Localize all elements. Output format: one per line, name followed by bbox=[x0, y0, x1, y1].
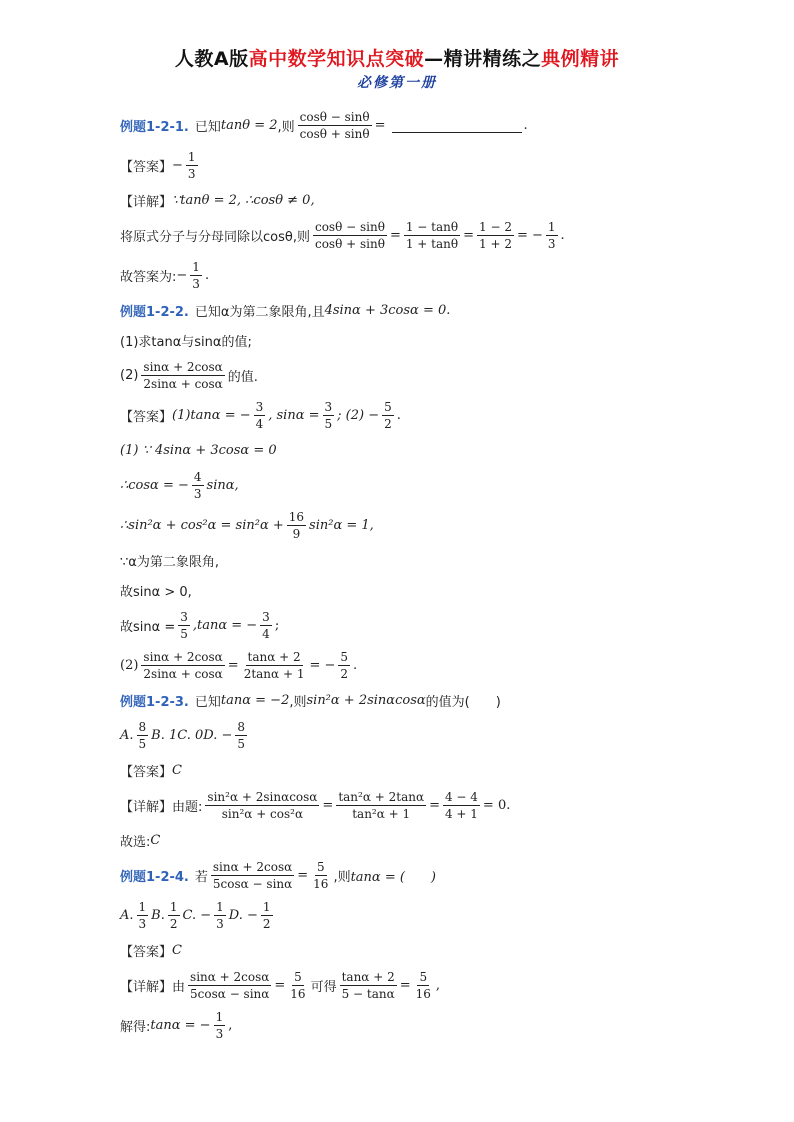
example-3-select bbox=[120, 825, 722, 855]
numerator: 1 bbox=[215, 1009, 224, 1024]
numerator: sin²α + 2sinαcosα bbox=[207, 789, 318, 804]
numerator: 3 bbox=[255, 399, 264, 414]
text: 故选: bbox=[120, 834, 151, 850]
answer-value: C bbox=[150, 832, 161, 848]
example-label: 例题1-2-4. bbox=[120, 869, 189, 885]
numerator: 1 − 2 bbox=[479, 219, 512, 234]
text: 故答案为: bbox=[120, 269, 177, 285]
numerator: 5 bbox=[316, 859, 325, 874]
numerator: 1 bbox=[547, 219, 556, 234]
fraction bbox=[414, 971, 433, 1000]
numerator: 16 bbox=[288, 509, 305, 524]
math: , bbox=[228, 1017, 233, 1033]
math: sin²α + 2sinαcosα bbox=[306, 692, 426, 708]
math: sin²α = 1, bbox=[309, 517, 374, 533]
answer-label: 【答案】 bbox=[120, 944, 173, 960]
numerator: sinα + 2cosα bbox=[212, 859, 293, 874]
math: ,tanα = − bbox=[192, 617, 258, 633]
fraction bbox=[382, 401, 394, 430]
period: . bbox=[523, 117, 528, 133]
header-title bbox=[72, 46, 722, 72]
math: = bbox=[322, 797, 334, 813]
denominator: 2 bbox=[384, 416, 392, 431]
example-2-step-7 bbox=[120, 645, 722, 685]
example-3-stem bbox=[120, 685, 722, 715]
example-2-q1 bbox=[120, 325, 722, 355]
detail-label: 【详解】 bbox=[120, 194, 173, 210]
fraction bbox=[137, 721, 149, 750]
denominator: 3 bbox=[215, 1026, 224, 1041]
text: 已知α为第二象限角,且 bbox=[194, 304, 325, 320]
example-label: 例题1-2-3. bbox=[120, 694, 189, 710]
example-3-options bbox=[120, 715, 722, 755]
example-1-answer bbox=[120, 145, 722, 185]
fraction bbox=[254, 401, 266, 430]
example-label: 例题1-2-2. bbox=[120, 304, 189, 320]
text: 故sinα = bbox=[120, 619, 176, 635]
math: = bbox=[429, 797, 440, 813]
math: (1) ∵ 4sinα + 3cosα = 0 bbox=[120, 442, 277, 458]
math: tanα = −2 bbox=[220, 692, 290, 708]
math: = bbox=[227, 657, 239, 673]
fraction bbox=[186, 151, 198, 180]
math: tanθ = 2 bbox=[220, 117, 278, 133]
denominator: 5 bbox=[138, 736, 147, 751]
numerator: sinα + 2cosα bbox=[143, 359, 223, 374]
example-2-step-4 bbox=[120, 545, 722, 575]
math: . bbox=[396, 407, 401, 423]
text: 由 bbox=[172, 979, 186, 995]
fraction bbox=[141, 361, 224, 390]
math: = bbox=[463, 227, 474, 243]
numerator: 1 bbox=[169, 899, 178, 914]
text: 已知 bbox=[194, 119, 221, 135]
example-4-solve bbox=[120, 1005, 722, 1045]
fraction bbox=[546, 221, 558, 250]
fraction bbox=[214, 901, 226, 930]
math: = bbox=[297, 867, 309, 883]
numerator: 4 − 4 bbox=[444, 789, 478, 804]
fraction bbox=[261, 901, 273, 930]
denominator: 2 bbox=[262, 916, 271, 931]
denominator: 3 bbox=[193, 486, 202, 501]
text: 的值为( ) bbox=[425, 694, 501, 710]
math: 4sinα + 3cosα = 0. bbox=[324, 302, 451, 318]
numerator: sinα + 2cosα bbox=[143, 649, 223, 664]
math: (2) bbox=[120, 657, 139, 673]
fraction bbox=[242, 651, 307, 680]
denominator: tan²α + 1 bbox=[352, 806, 411, 821]
text: (1)求tanα与sinα的值; bbox=[120, 334, 252, 350]
denominator: sin²α + cos²α bbox=[221, 806, 304, 821]
answer-label: 【答案】 bbox=[120, 409, 173, 425]
math: ; bbox=[274, 617, 280, 633]
detail-label: 【详解】 bbox=[120, 799, 173, 815]
text: 已知 bbox=[194, 694, 221, 710]
denominator: 3 bbox=[547, 236, 556, 251]
answer-label: 【答案】 bbox=[120, 159, 173, 175]
math: (1)tanα = − bbox=[172, 407, 251, 423]
numerator: 1 bbox=[262, 899, 271, 914]
denominator: 2sinα + cosα bbox=[143, 376, 223, 391]
answer-value: C bbox=[172, 942, 182, 958]
fraction bbox=[287, 511, 306, 540]
math: sinα, bbox=[206, 477, 239, 493]
text: 可得 bbox=[310, 979, 337, 995]
fraction bbox=[323, 401, 335, 430]
math: . bbox=[353, 657, 358, 673]
text: ,则 bbox=[333, 869, 351, 885]
denominator: 4 bbox=[262, 626, 270, 641]
title-part-3: —精讲精练之 bbox=[424, 48, 542, 70]
denominator: 3 bbox=[138, 916, 147, 931]
fraction bbox=[336, 791, 426, 820]
numerator: tanα + 2 bbox=[341, 969, 395, 984]
denominator: 2 bbox=[340, 666, 349, 681]
fraction bbox=[340, 971, 397, 1000]
denominator: 16 bbox=[313, 876, 329, 891]
math: = bbox=[399, 977, 411, 993]
numerator: 1 bbox=[187, 149, 196, 164]
option-a: A. bbox=[120, 907, 134, 923]
text: ∵α为第二象限角, bbox=[120, 554, 219, 570]
answer-blank bbox=[392, 118, 522, 133]
example-1-detail-1 bbox=[120, 185, 722, 215]
fraction bbox=[443, 791, 480, 820]
denominator: cosθ + sinθ bbox=[299, 126, 370, 141]
numerator: 3 bbox=[262, 609, 270, 624]
denominator: 2sinα + cosα bbox=[143, 666, 223, 681]
option-d: D. − bbox=[228, 907, 258, 923]
denominator: 5 − tanα bbox=[341, 986, 395, 1001]
option-a: A. bbox=[120, 727, 134, 743]
math: ; (2) − bbox=[337, 407, 380, 423]
denominator: 9 bbox=[292, 526, 301, 541]
text: 的值. bbox=[227, 369, 258, 385]
example-1-stem bbox=[120, 105, 722, 145]
example-4-answer bbox=[120, 935, 722, 965]
math: tanα = − bbox=[150, 1017, 211, 1033]
denominator: 2 bbox=[169, 916, 178, 931]
example-2-step-3 bbox=[120, 505, 722, 545]
denominator: 3 bbox=[216, 916, 224, 931]
example-3-detail bbox=[120, 785, 722, 825]
denominator: cosθ + sinθ bbox=[314, 236, 385, 251]
math: = bbox=[274, 977, 286, 993]
numerator: 1 − tanθ bbox=[405, 219, 459, 234]
example-4-options bbox=[120, 895, 722, 935]
denominator: 4 + 1 bbox=[444, 806, 478, 821]
fraction bbox=[311, 861, 330, 890]
numerator: 8 bbox=[138, 719, 147, 734]
denominator: 5 bbox=[180, 626, 188, 641]
numerator: 5 bbox=[294, 969, 302, 984]
math: , sinα = bbox=[268, 407, 320, 423]
example-label: 例题1-2-1. bbox=[120, 119, 189, 135]
math: ∴sin²α + cos²α = sin²α + bbox=[120, 517, 284, 533]
numerator: 5 bbox=[419, 969, 428, 984]
denominator: 4 bbox=[255, 416, 264, 431]
numerator: 1 bbox=[216, 899, 224, 914]
option-c: C. − bbox=[182, 907, 212, 923]
numerator: tanα + 2 bbox=[247, 649, 301, 664]
fraction bbox=[235, 721, 247, 750]
math: ∵tanθ = 2, ∴cosθ ≠ 0, bbox=[172, 192, 315, 208]
fraction bbox=[211, 861, 294, 890]
denominator: 3 bbox=[187, 166, 196, 181]
numerator: 5 bbox=[384, 399, 392, 414]
text: 故sinα > 0, bbox=[120, 584, 192, 600]
denominator: 5cosα − sinα bbox=[190, 986, 270, 1001]
example-3-answer bbox=[120, 755, 722, 785]
text: ,则 bbox=[289, 694, 307, 710]
numerator: 3 bbox=[324, 399, 333, 414]
denominator: 5cosα − sinα bbox=[212, 876, 293, 891]
page-header bbox=[72, 46, 722, 93]
text: ,则 bbox=[277, 119, 295, 135]
denominator: 3 bbox=[192, 276, 200, 291]
fraction bbox=[168, 901, 180, 930]
fraction bbox=[205, 791, 319, 820]
denominator: 1 + 2 bbox=[479, 236, 512, 251]
title-part-1: 人教A版 bbox=[174, 48, 249, 70]
numerator: sinα + 2cosα bbox=[190, 969, 270, 984]
title-part-4: 典例精讲 bbox=[541, 48, 620, 70]
numerator: 1 bbox=[138, 899, 147, 914]
numerator: 8 bbox=[237, 719, 246, 734]
text: 解得: bbox=[120, 1019, 151, 1035]
numerator: cosθ − sinθ bbox=[314, 219, 385, 234]
text: 将原式分子与分母同除以cosθ,则 bbox=[120, 229, 310, 245]
option-c: C. 0 bbox=[177, 727, 204, 743]
fraction bbox=[477, 221, 514, 250]
example-1-detail-2 bbox=[120, 215, 722, 255]
answer-label: 【答案】 bbox=[120, 764, 173, 780]
content bbox=[120, 105, 722, 1045]
fraction bbox=[214, 1011, 226, 1040]
fraction bbox=[288, 971, 307, 1000]
fraction bbox=[141, 651, 224, 680]
math: = bbox=[374, 117, 386, 133]
example-2-answer bbox=[120, 395, 722, 435]
numerator: 5 bbox=[340, 649, 349, 664]
fraction bbox=[178, 611, 190, 640]
fraction bbox=[313, 221, 387, 250]
math: tanα = ( ) bbox=[350, 869, 437, 885]
fraction bbox=[338, 651, 350, 680]
denominator: 16 bbox=[415, 986, 431, 1001]
example-2-step-6 bbox=[120, 605, 722, 645]
example-2-step-2 bbox=[120, 465, 722, 505]
example-2-step-1 bbox=[120, 435, 722, 465]
text: (2) bbox=[120, 367, 139, 383]
math: , bbox=[435, 977, 441, 993]
denominator: 5 bbox=[324, 416, 333, 431]
denominator: 2tanα + 1 bbox=[243, 666, 305, 681]
example-2-stem bbox=[120, 295, 722, 325]
numerator: 4 bbox=[193, 469, 202, 484]
example-2-step-5 bbox=[120, 575, 722, 605]
option-b: B. bbox=[151, 907, 165, 923]
fraction bbox=[137, 901, 149, 930]
denominator: 1 + tanθ bbox=[405, 236, 459, 251]
math: = 0. bbox=[482, 797, 511, 813]
example-1-conclusion bbox=[120, 255, 722, 295]
option-b: B. 1 bbox=[151, 727, 178, 743]
math: = bbox=[389, 227, 401, 243]
fraction bbox=[190, 261, 202, 290]
fraction bbox=[298, 111, 372, 140]
numerator: 3 bbox=[180, 609, 188, 624]
fraction bbox=[192, 471, 204, 500]
title-part-2: 高中数学知识点突破 bbox=[248, 48, 425, 70]
fraction bbox=[188, 971, 271, 1000]
example-4-stem bbox=[120, 855, 722, 895]
math: = − bbox=[516, 227, 543, 243]
fraction bbox=[404, 221, 460, 250]
math: . bbox=[560, 227, 565, 243]
text: 若 bbox=[194, 869, 208, 885]
detail-label: 【详解】 bbox=[120, 979, 173, 995]
math: ∴cosα = − bbox=[120, 477, 189, 493]
math: − bbox=[172, 157, 183, 173]
numerator: 1 bbox=[192, 259, 200, 274]
example-2-q2 bbox=[120, 355, 722, 395]
numerator: tan²α + 2tanα bbox=[338, 789, 425, 804]
math: − bbox=[176, 267, 188, 283]
option-d: D. − bbox=[203, 727, 233, 743]
answer-value: C bbox=[172, 762, 182, 778]
denominator: 5 bbox=[237, 736, 246, 751]
math: . bbox=[204, 267, 210, 283]
numerator: cosθ − sinθ bbox=[299, 109, 370, 124]
fraction bbox=[260, 611, 272, 640]
example-4-detail bbox=[120, 965, 722, 1005]
math: = − bbox=[309, 657, 336, 673]
text: 由题: bbox=[172, 799, 203, 815]
header-subtitle: 必修第一册 bbox=[357, 75, 437, 91]
denominator: 16 bbox=[290, 986, 306, 1001]
